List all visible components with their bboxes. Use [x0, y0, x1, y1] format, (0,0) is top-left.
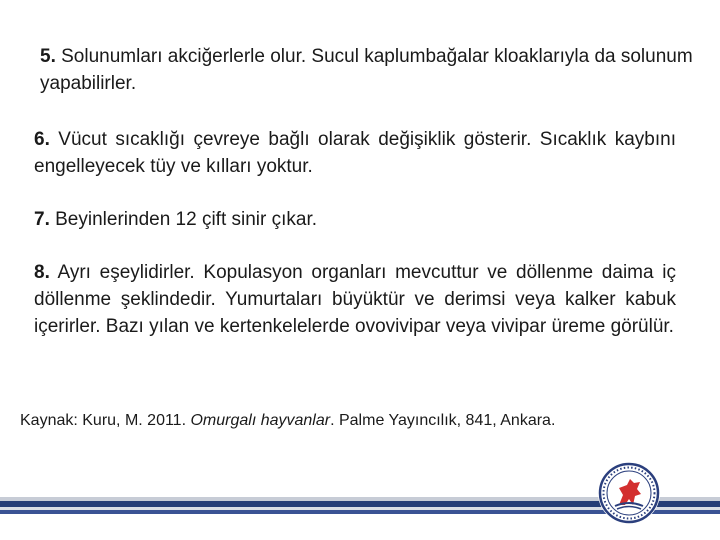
item-text: Solunumları akciğerlerle olur. Sucul kaplumbağalar kloaklarıyla da solunum yapabilirler. — [40, 46, 693, 94]
item-7 — [34, 206, 676, 233]
source-citation — [20, 410, 700, 432]
source-prefix: Kaynak: Kuru, M. 2011. — [20, 412, 191, 429]
item-number: 8. — [34, 262, 50, 283]
university-seal-icon — [597, 461, 661, 525]
item-8 — [34, 259, 676, 340]
item-number: 7. — [34, 209, 50, 230]
item-number: 6. — [34, 129, 50, 150]
item-5 — [40, 43, 710, 97]
item-text: Beyinlerinden 12 çift sinir çıkar. — [49, 209, 318, 230]
source-title: Omurgalı hayvanlar — [190, 412, 331, 429]
item-6 — [34, 126, 676, 180]
source-suffix: . Palme Yayıncılık, 841, Ankara. — [330, 412, 556, 429]
item-text: Vücut sıcaklığı çevreye bağlı olarak değişiklik gösterir. Sıcaklık kaybını engelleyecek tüy ve kılları yoktur. — [34, 129, 676, 177]
item-text: Ayrı eşeylidirler. Kopulasyon organları mevcuttur ve döllenme daima iç döllenme şeklindedir. Yumurtaları büyüktür ve derimsi veya kalker kabuk içerirler. Bazı yılan ve kertenkelelerde ovovivipar veya vivipar üreme görülür. — [34, 262, 676, 337]
item-number: 5. — [40, 46, 56, 67]
